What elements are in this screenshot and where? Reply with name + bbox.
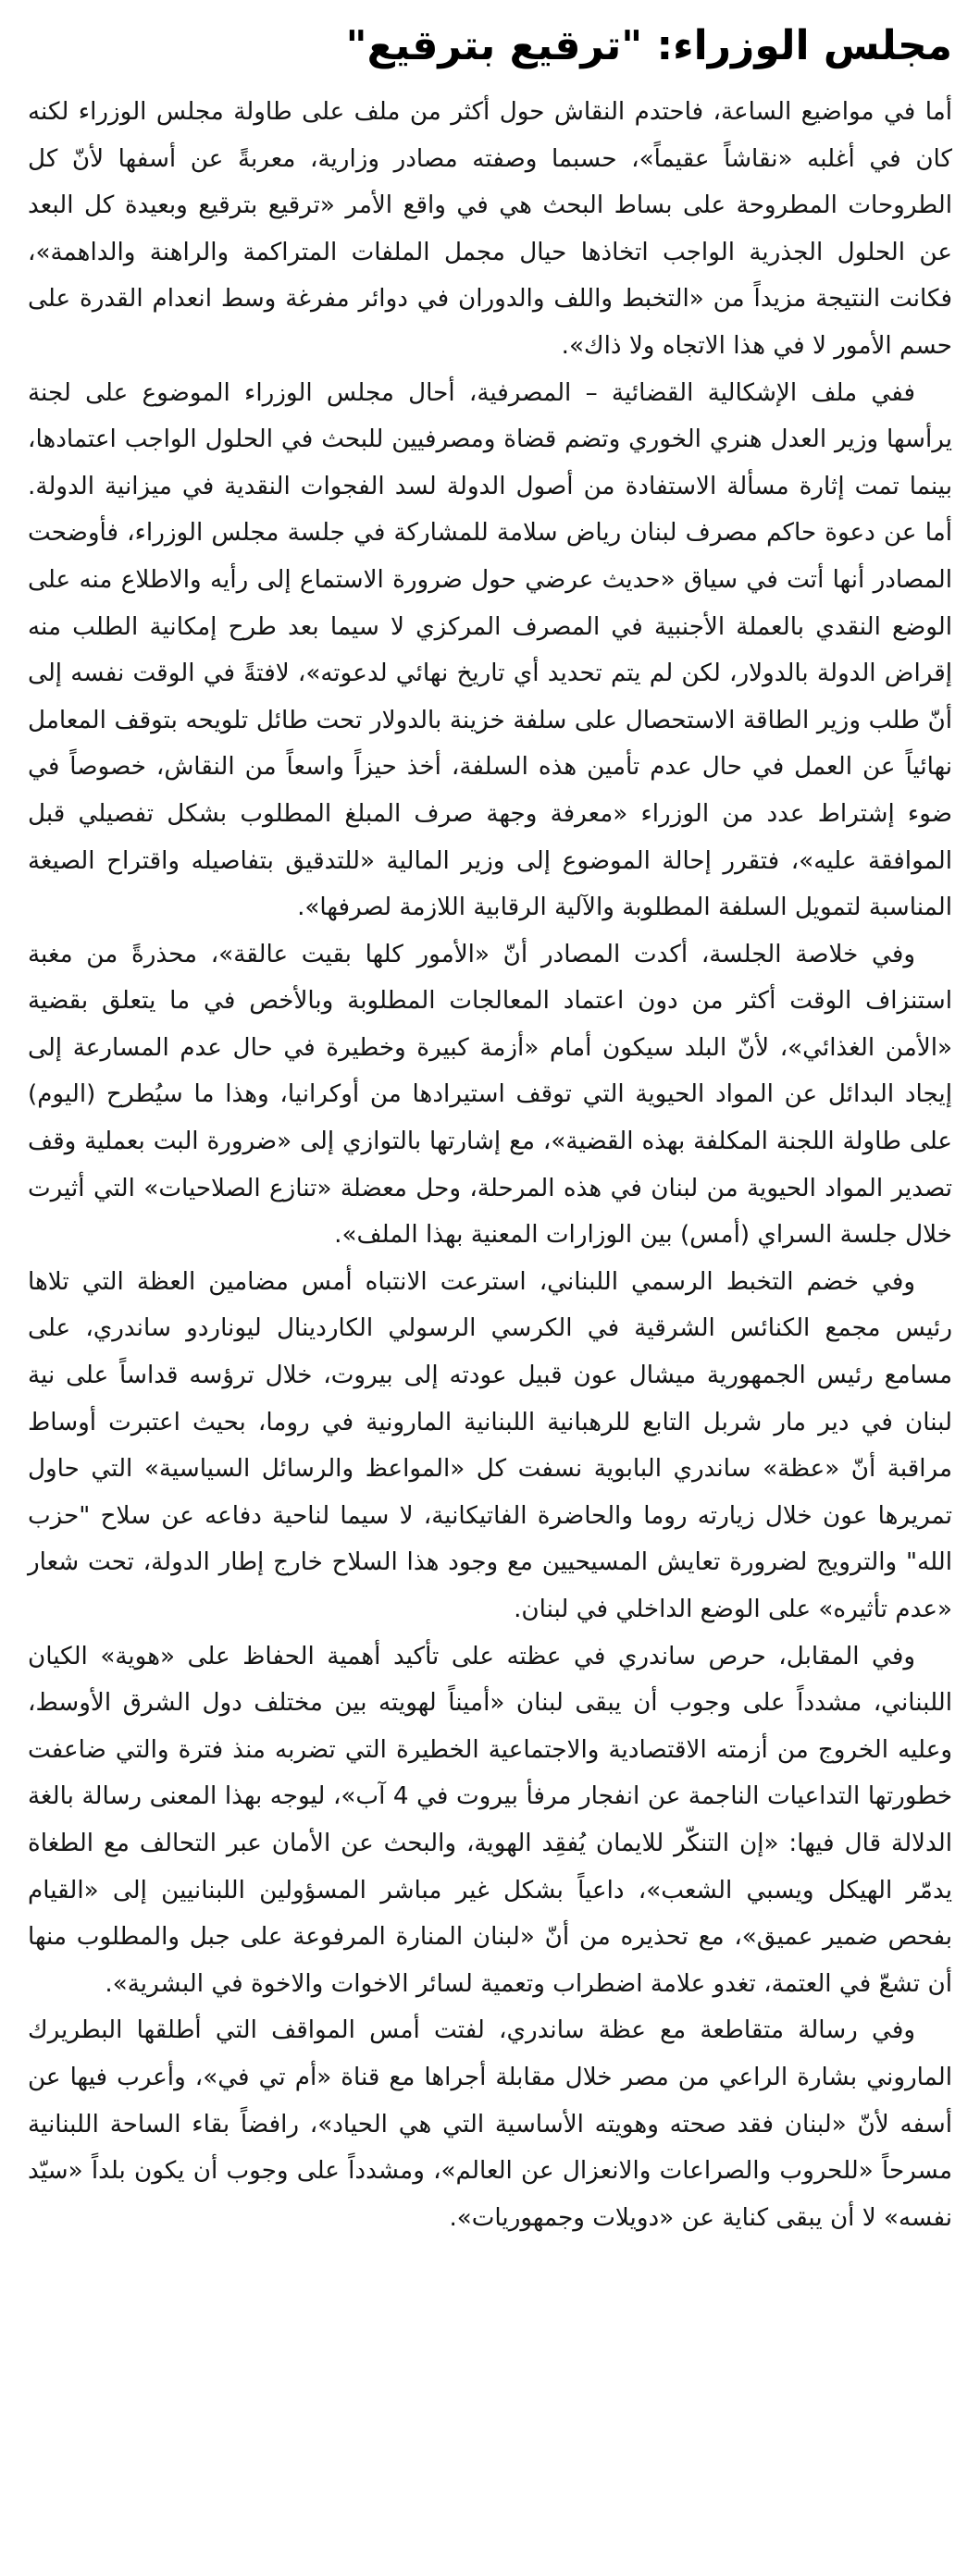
paragraph: وفي خضم التخبط الرسمي اللبناني، استرعت الانتباه أمس مضامين العظة التي تلاها رئيس مجمع الكنائس الشرقية في الكرسي الرسولي الكاردينال ليوناردو ساندري، على مسامع رئيس الجمهورية ميشال عون قبيل عودته إلى بيروت، خلال ترؤسه قداساً على نية لبنان في دير مار شربل التابع للرهبانية اللبنانية المارونية في روما، بحيث اعتبرت أوساط مراقبة أنّ «عظة» ساندري البابوية نسفت كل «المواعظ والرسائل السياسية» التي حاول تمريرها عون خلال زيارته روما والحاضرة الفاتيكانية، لا سيما لناحية دفاعه عن سلاح "حزب الله" والترويج لضرورة تعايش المسيحيين مع وجود هذا السلاح خارج إطار الدولة، تحت شعار «عدم تأثيره» على الوضع الداخلي في لبنان. bbox=[28, 1267, 952, 1623]
paragraph: ففي ملف الإشكالية القضائية – المصرفية، أحال مجلس الوزراء الموضوع على لجنة يرأسها وزير العدل هنري الخوري وتضم قضاة ومصرفيين للبحث في الحلول الواجب اعتمادها، بينما تمت إثارة مسألة الاستفادة من أصول الدولة لسد الفجوات النقدية في ميزانية الدولة. أما عن دعوة حاكم مصرف لبنان رياض سلامة للمشاركة في جلسة مجلس الوزراء، فأوضحت المصادر أنها أتت في سياق «حديث عرضي حول ضرورة الاستماع إلى رأيه والاطلاع منه على الوضع النقدي بالعملة الأجنبية في المصرف المركزي لا سيما بعد طرح إمكانية الطلب منه إقراض الدولة بالدولار، لكن لم يتم تحديد أي تاريخ نهائي لدعوته»، لافتةً في الوقت نفسه إلى أنّ طلب وزير الطاقة الاستحصال على سلفة خزينة بالدولار تحت طائل تلويحه بتوقف المعامل نهائياً عن العمل في حال عدم تأمين هذه السلفة، أخذ حيزاً واسعاً من النقاش، خصوصاً في ضوء إشتراط عدد من الوزراء «معرفة وجهة صرف المبلغ المطلوب بشكل تفصيلي قبل الموافقة عليه»، فتقرر إحالة الموضوع إلى وزير المالية «للتدقيق بتفاصيله واقتراح الصيغة المناسبة لتمويل السلفة المطلوبة والآلية الرقابية اللازمة لصرفها». bbox=[28, 378, 952, 922]
paragraph: وفي رسالة متقاطعة مع عظة ساندري، لفتت أمس المواقف التي أطلقها البطريرك الماروني بشارة الراعي من مصر خلال مقابلة أجراها مع قناة «أم تي في»، وأعرب فيها عن أسفه لأنّ «لبنان فقد صحته وهويته الأساسية التي هي الحياد»، رافضاً بقاء الساحة اللبنانية مسرحاً «للحروب والصراعات والانعزال عن العالم»، ومشدداً على وجوب أن يكون بلداً «سيّد نفسه» لا أن يبقى كناية عن «دويلات وجمهوريات». bbox=[28, 2016, 952, 2232]
article-title: مجلس الوزراء: "ترقيع بترقيع" bbox=[345, 22, 952, 69]
article-body bbox=[28, 89, 952, 2241]
paragraph: وفي المقابل، حرص ساندري في عظته على تأكيد أهمية الحفاظ على «هوية» الكيان اللبناني، مشدداً على وجوب أن يبقى لبنان «أميناً لهويته بين مختلف دول الشرق الأوسط، وعليه الخروج من أزمته الاقتصادية والاجتماعية الخطيرة التي تضربه منذ فترة والتي ضاعفت خطورتها التداعيات الناجمة عن انفجار مرفأ بيروت في 4 آب»، ليوجه بهذا المعنى رسالة بالغة الدلالة قال فيها: «إن التنكّر للايمان يُفقِد الهوية، والبحث عن الأمان عبر التحالف مع الطغاة يدمّر الهيكل ويسبي الشعب»، داعياً بشكل غير مباشر المسؤولين اللبنانيين إلى «القيام بفحص ضمير عميق»، مع تحذيره من أنّ «لبنان المنارة المرفوعة على جبل والمطلوب منها أن تشعّ في العتمة، تغدو علامة اضطراب وتعمية لسائر الاخوات والاخوة في البشرية». bbox=[28, 1642, 953, 1998]
paragraph: وفي خلاصة الجلسة، أكدت المصادر أنّ «الأمور كلها بقيت عالقة»، محذرةً من مغبة استنزاف الوقت أكثر من دون اعتماد المعالجات المطلوبة وبالأخص في ما يتعلق بقضية «الأمن الغذائي»، لأنّ البلد سيكون أمام «أزمة كبيرة وخطيرة في حال عدم المسارعة إلى إيجاد البدائل عن المواد الحيوية التي توقف استيرادها من أوكرانيا، وهذا ما سيُطرح (اليوم) على طاولة اللجنة المكلفة بهذه القضية»، مع إشارتها بالتوازي إلى «ضرورة البت بعملية وقف تصدير المواد الحيوية من لبنان في هذه المرحلة، وحل معضلة «تنازع الصلاحيات» التي أثيرت خلال جلسة السراي (أمس) بين الوزارات المعنية بهذا الملف». bbox=[28, 940, 952, 1250]
article bbox=[28, 18, 952, 2558]
paragraph: أما في مواضيع الساعة، فاحتدم النقاش حول أكثر من ملف على طاولة مجلس الوزراء لكنه كان في أغلبه «نقاشاً عقيماً»، حسبما وصفته مصادر وزارية، معربةً عن أسفها لأنّ كل الطروحات المطروحة على بساط البحث هي في واقع الأمر «ترقيع بترقيع وبعيدة كل البعد عن الحلول الجذرية الواجب اتخاذها حيال مجمل الملفات المتراكمة والراهنة والداهمة»، فكانت النتيجة مزيداً من «التخبط واللف والدوران في دوائر مفرغة وسط انعدام القدرة على حسم الأمور لا في هذا الاتجاه ولا ذاك». bbox=[28, 98, 952, 360]
